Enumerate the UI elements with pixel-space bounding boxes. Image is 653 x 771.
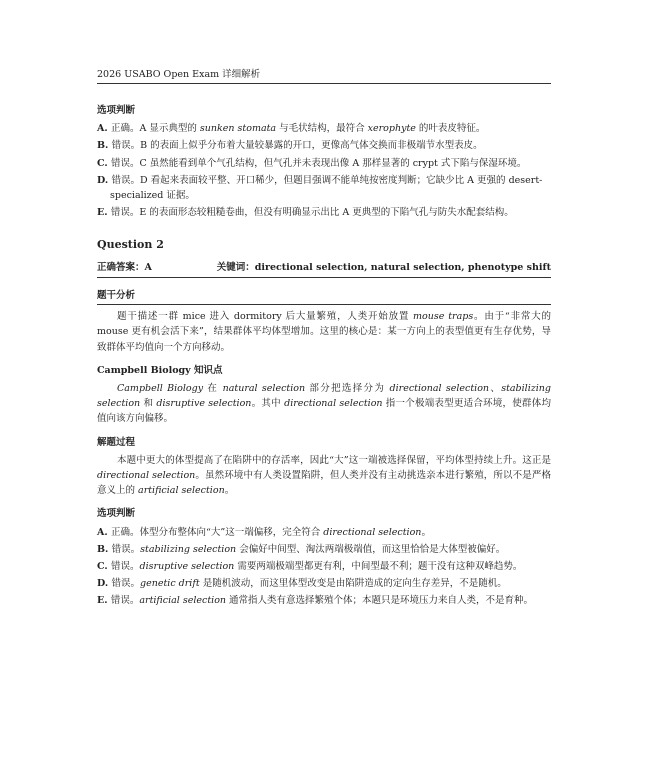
italic-term: disruptive selection <box>156 398 252 410</box>
process-section <box>97 435 551 499</box>
keywords: 关键词：directional selection, natural selection, phenotype shift <box>216 261 551 273</box>
text-run: 错误。C 虽然能看到单个气孔结构，但气孔并未表现出像 A 那样显著的 crypt 式下陷与保湿环境。 <box>111 157 527 169</box>
italic-term: xerophyte <box>367 123 416 135</box>
text-run: 错误。B 的表面上似乎分布着大量较暴露的开口，更像高气体交换而非极端节水型表皮。 <box>111 140 483 152</box>
text-run: 通常指人类有意选择繁殖个体；本题只是环境压力来自人类，不是育种。 <box>226 595 534 607</box>
italic-term: directional selection <box>389 383 490 395</box>
q2-options-list <box>97 525 551 609</box>
text-run: 。 <box>421 526 431 538</box>
italic-term: artificial selection <box>138 485 225 497</box>
text-run: 部分把选择分为 <box>305 383 390 395</box>
italic-term: mouse traps <box>413 311 474 323</box>
text-run: 错误。E 的表面形态较粗糙卷曲，但没有明确显示出比 A 更典型的下陷气孔与防失水配套结构。 <box>110 207 514 219</box>
text-run: 错误。D 看起来表面较平整、开口稀少，但题目强调不能单纯按密度判断；它缺少比 A 更强的 desert-specialized 证据。 <box>110 174 543 201</box>
italic-term: disruptive selection <box>139 560 235 572</box>
text-run: 错误。 <box>111 543 141 555</box>
campbell-title: Campbell Biology 知识点 <box>97 364 223 376</box>
text-run: 正确。体型分布整体向“大”这一端偏移，完全符合 <box>111 526 324 538</box>
analysis-paragraph <box>97 309 551 355</box>
answer-row <box>97 260 551 278</box>
question-2-title: Question 2 <box>97 238 164 252</box>
option-label: A. <box>97 123 111 135</box>
italic-term: genetic drift <box>140 578 200 590</box>
text-run: 是随机波动，而这里体型改变是由陷阱造成的定向生存差异，不是随机。 <box>199 578 507 590</box>
text-run: 和 <box>140 398 157 410</box>
text-run: 。由于“非常大的 mouse 更有机会活下来”，结果群体平均体型增加。这里的核心是：某一方向上的表型值更有生存优势，导致群体平均值向一个方向移动。 <box>97 311 551 353</box>
text-run: 的叶表皮特征。 <box>415 123 486 135</box>
text-run: 。其中 <box>251 398 285 410</box>
option-item <box>97 121 551 136</box>
campbell-section <box>97 363 551 427</box>
process-title: 解题过程 <box>97 436 136 448</box>
option-label: D. <box>97 578 112 590</box>
option-item <box>97 593 551 608</box>
q1-options-section <box>97 103 551 220</box>
option-item <box>97 542 551 557</box>
italic-term: directional selection <box>323 526 422 538</box>
italic-term: directional selection <box>97 469 196 481</box>
italic-term: natural selection <box>222 383 306 395</box>
text-run: 需要两端极端型都更有利，中间型最不利；题干没有这种双峰趋势。 <box>234 560 523 572</box>
option-item <box>97 156 551 171</box>
text-run: 错误。 <box>111 560 140 572</box>
text-run: 错误。 <box>111 578 141 590</box>
option-label: B. <box>97 543 112 555</box>
text-run: 、 <box>489 383 502 395</box>
option-item <box>97 138 551 153</box>
text-run: 正确。A 显示典型的 <box>111 123 200 135</box>
text-run: 会偏好中间型、淘汰两端极端值，而这里恰恰是大体型被偏好。 <box>236 543 506 555</box>
campbell-paragraph <box>97 381 551 427</box>
text-run: 本题中更大的体型提高了在陷阱中的存活率，因此“大”这一端被选择保留，平均体型持续上升。这正是 <box>117 454 551 466</box>
italic-term: Campbell Biology <box>117 383 204 395</box>
text-run: 题干描述一群 mice 进入 dormitory 后大量繁殖，人类开始放置 <box>117 311 414 323</box>
text-run: 。虽然环境中有人类设置陷阱，但人类并没有主动挑选亲本进行繁殖，所以不是严格意义上的 <box>97 469 551 497</box>
q2-options-section <box>97 506 551 608</box>
q2-options-title: 选项判断 <box>97 508 136 520</box>
option-label: C. <box>97 560 112 572</box>
option-label: E. <box>97 595 111 607</box>
text-run: 。 <box>224 485 235 497</box>
text-run: 与毛状结构，最符合 <box>276 123 368 135</box>
option-label: C. <box>97 157 112 169</box>
option-item <box>97 576 551 591</box>
option-label: B. <box>97 140 112 152</box>
text-run: 错误。 <box>110 595 140 607</box>
option-item <box>97 525 551 540</box>
option-item <box>97 559 551 574</box>
option-item <box>97 173 551 203</box>
italic-term: directional selection <box>284 398 383 410</box>
page-header: 2026 USABO Open Exam 详细解析 <box>97 67 551 84</box>
option-label: D. <box>97 174 112 186</box>
option-label: E. <box>97 207 111 219</box>
correct-answer: 正确答案：A <box>97 261 152 273</box>
text-run: 在 <box>203 383 223 395</box>
text-run: 指一个极端表型更适合环境，使群体均值向该方向偏移。 <box>97 398 551 425</box>
process-paragraph <box>97 453 551 499</box>
analysis-title: 题干分析 <box>97 288 551 305</box>
analysis-section <box>97 288 551 355</box>
italic-term: sunken stomata <box>199 123 277 135</box>
content <box>97 103 551 616</box>
q1-options-list <box>97 121 551 220</box>
italic-term: artificial selection <box>139 595 227 607</box>
q1-options-title: 选项判断 <box>97 105 136 116</box>
italic-term: stabilizing selection <box>140 543 237 555</box>
italic-term: stabilizing selection <box>97 383 551 410</box>
option-label: A. <box>97 526 111 538</box>
option-item <box>97 205 551 220</box>
